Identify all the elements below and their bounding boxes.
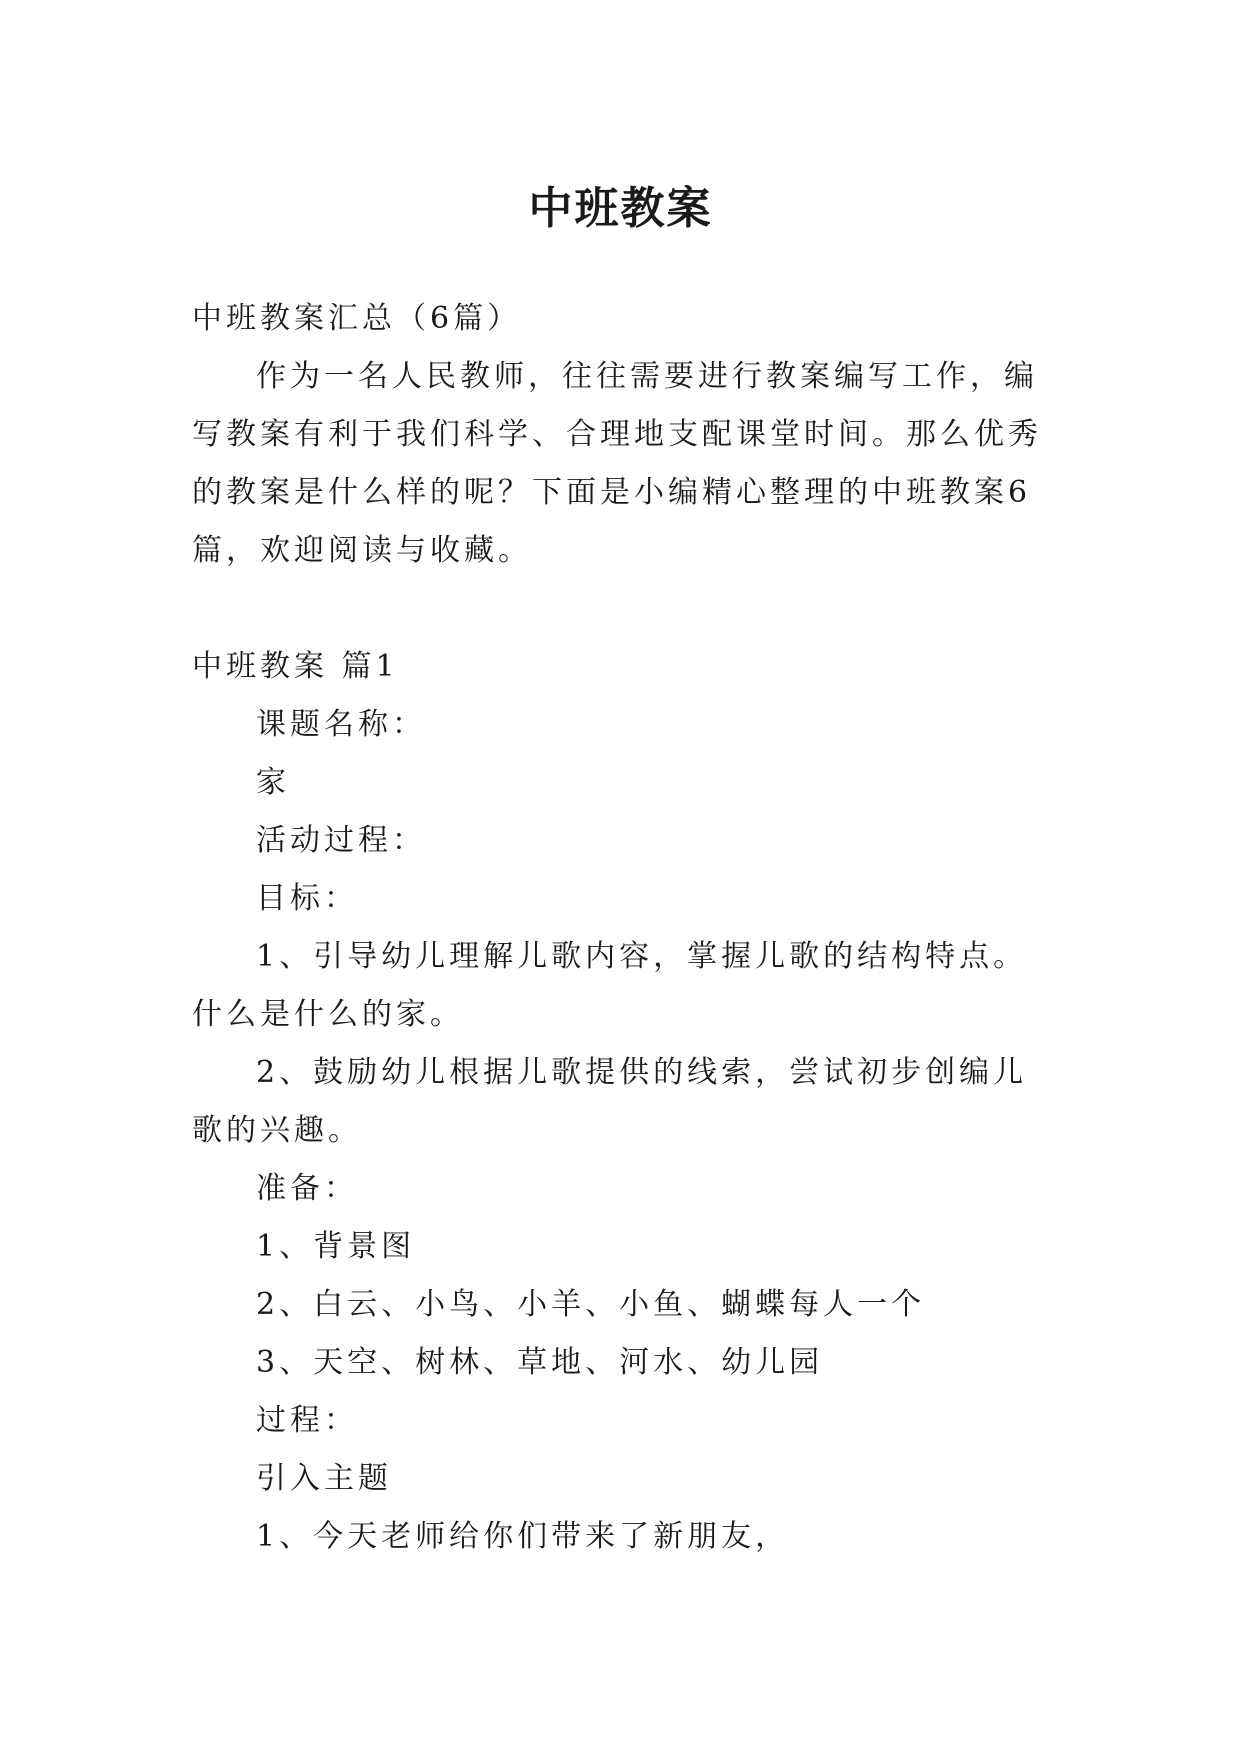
- paragraph: 1、引导幼儿理解儿歌内容，掌握儿歌的结构特点。什么是什么的家。: [192, 939, 1028, 1032]
- section-heading: 中班教案 篇1: [192, 649, 399, 684]
- paragraph: 3、天空、树林、草地、河水、幼儿园: [256, 1345, 824, 1380]
- paragraph: 1、今天老师给你们带来了新朋友，: [256, 1519, 790, 1554]
- document-body: [192, 290, 1052, 1566]
- paragraph: 2、鼓励幼儿根据儿歌提供的线索，尝试初步创编儿歌的兴趣。: [192, 1055, 1028, 1148]
- document-title: 中班教案: [528, 183, 713, 235]
- collection-heading: 中班教案汇总（6篇）: [192, 301, 522, 336]
- paragraph: 引入主题: [256, 1461, 392, 1496]
- paragraph: 2、白云、小鸟、小羊、小鱼、蝴蝶每人一个: [256, 1287, 926, 1322]
- paragraph: 课题名称：: [256, 707, 426, 742]
- paragraph: 1、背景图: [256, 1229, 416, 1264]
- paragraph: 活动过程：: [256, 823, 426, 858]
- paragraph: 过程：: [256, 1403, 358, 1438]
- paragraph: 目标：: [256, 881, 358, 916]
- paragraph: 准备：: [256, 1171, 358, 1206]
- intro-paragraph: 作为一名人民教师，往往需要进行教案编写工作，编写教案有利于我们科学、合理地支配课堂时间。那么优秀的教案是什么样的呢？下面是小编精心整理的中班教案6篇，欢迎阅读与收藏。: [192, 359, 1042, 568]
- paragraph: 家: [256, 765, 290, 800]
